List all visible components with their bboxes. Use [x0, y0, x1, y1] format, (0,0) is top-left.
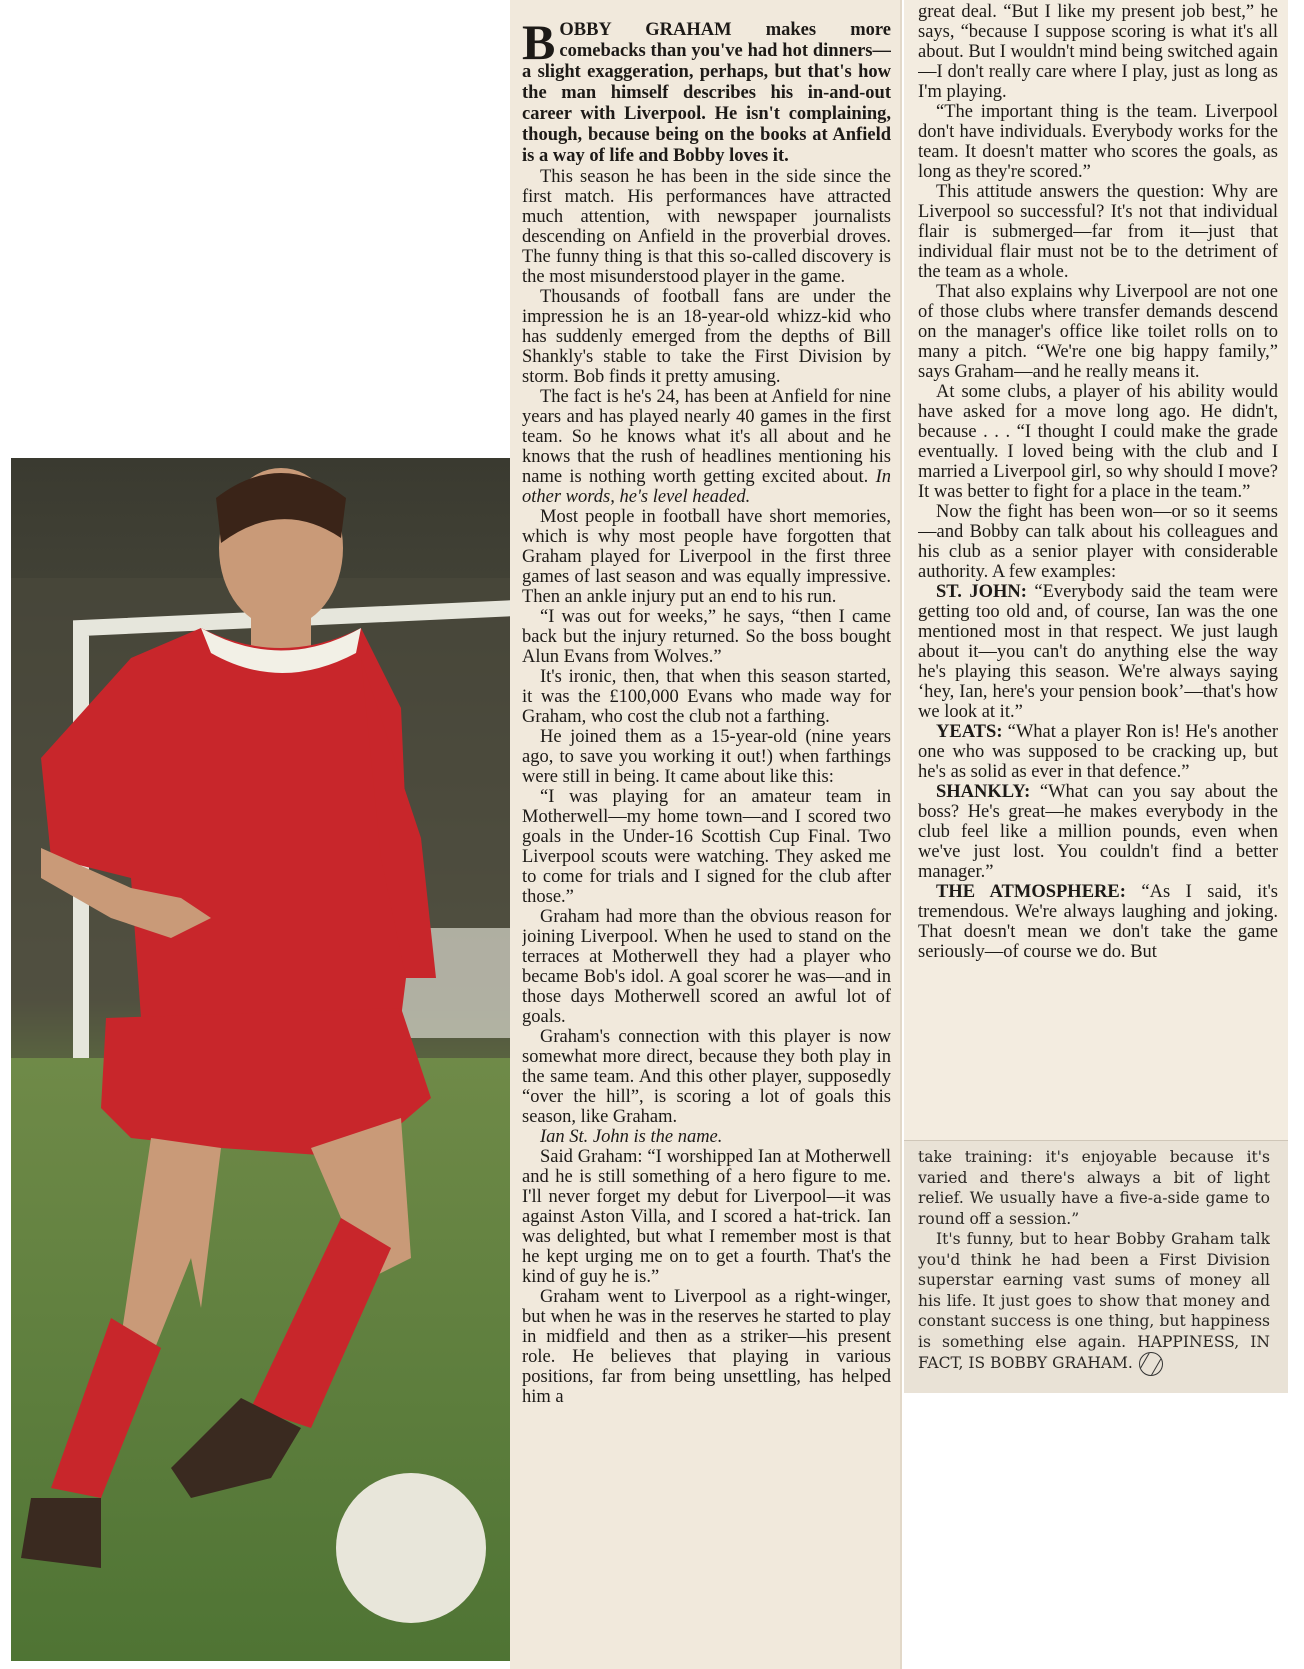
football-end-mark-icon: [1139, 1352, 1163, 1376]
paragraph: This season he has been in the side since the first match. His performances have attracted much attention, with newspaper journalists descending on Anfield in the proverbial droves. The funny thing is that this so-called discovery is the most misunderstood player in the game.: [522, 167, 891, 287]
section-label: YEATS:: [936, 722, 1003, 742]
paragraph: [918, 782, 1278, 882]
paragraph: take training: it's enjoyable because it's varied and there's always a bit of light relief. We usually have a five-a-side game to round off a session.”: [918, 1148, 1270, 1228]
drop-cap: B: [522, 20, 556, 70]
paragraph: great deal. “But I like my present job best,” he says, “because I suppose scoring is what it's all about. But I wouldn't mind being switched again—I don't really care where I play, just as long as I'm playing.: [918, 2, 1278, 102]
article-lead: [522, 20, 891, 167]
paragraph: [918, 582, 1278, 722]
paragraph: [918, 882, 1278, 962]
paragraph-text: It's funny, but to hear Bobby Graham talk you'd think he had been a First Division superstar earning vast sums of money all his life. It just goes to show that money and constant success is one thing, but happiness is something else again. HAPPINESS, IN FACT, IS BOBBY GRAHAM.: [918, 1230, 1270, 1372]
paragraph: “The important thing is the team. Liverpool don't have individuals. Everybody works for the team. It doesn't matter who scores the goals, as long as they're scored.”: [918, 102, 1278, 182]
lead-text: OBBY GRAHAM makes more comebacks than you've had hot dinners—a slight exaggeration, perhaps, but that's how the man himself describes his in-and-out career with Liverpool. He isn't complaining, though, because being on the books at Anfield is a way of life and Bobby loves it.: [522, 20, 891, 166]
paragraph: “I was out for weeks,” he says, “then I came back but the injury returned. So the boss bought Alun Evans from Wolves.”: [522, 607, 891, 667]
football: [336, 1473, 486, 1623]
paragraph: Now the fight has been won—or so it seems—and Bobby can talk about his colleagues and his club as a senior player with considerable authority. A few examples:: [918, 502, 1278, 582]
paragraph-text: The fact is he's 24, has been at Anfield for nine years and has played nearly 40 games in the first team. So he knows what it's all about and he knows that the rush of headlines mentioning his name is nothing worth getting excited about.: [522, 387, 891, 487]
paragraph: Graham went to Liverpool as a right-winger, but when he was in the reserves he started to play in midfield and then as a striker—his present role. He believes that playing in various positions, far from being unsettling, has helped him a: [522, 1287, 891, 1407]
paragraph-italic: In other words, he's level headed.: [522, 467, 891, 507]
paragraph: “I was playing for an amateur team in Motherwell—my home town—and I scored two goals in the Under-16 Scottish Cup Final. Two Liverpool scouts were watching. They asked me to come for trials and I signed for the club after those.”: [522, 787, 891, 907]
section-label: ST. JOHN:: [936, 582, 1027, 602]
paragraph: [522, 387, 891, 507]
paragraph: [918, 1229, 1270, 1376]
paragraph: Most people in football have short memories, which is why most people have forgotten that Graham played for Liverpool in the first three games of last season and was equally impressive. Then an ankle injury put an end to his run.: [522, 507, 891, 607]
article-column-2: [904, 0, 1288, 1140]
paragraph: Graham had more than the obvious reason for joining Liverpool. When he used to stand on the terraces at Motherwell they had a player who became Bob's idol. A goal scorer he was—and in those days Motherwell scored an awful lot of goals.: [522, 907, 891, 1027]
paragraph-text: “As I said, it's tremendous. We're always laughing and joking. That doesn't mean we don't take the game seriously—of course we do. But: [918, 882, 1278, 962]
paragraph: Graham's connection with this player is now somewhat more direct, because they both play in the same team. And this other player, supposedly “over the hill”, is scoring a lot of goals this season, like Graham.: [522, 1027, 891, 1127]
paragraph: This attitude answers the question: Why are Liverpool so successful? It's not that individual flair is submerged—far from it—just that individual flair must not be to the detriment of the team as a whole.: [918, 182, 1278, 282]
paragraph: That also explains why Liverpool are not one of those clubs where transfer demands descend on the manager's office like toilet rolls on to many a pitch. “We're one big happy family,” says Graham—and he really means it.: [918, 282, 1278, 382]
paragraph: [918, 722, 1278, 782]
paragraph: It's ironic, then, that when this season started, it was the £100,000 Evans who made way for Graham, who cost the club not a farthing.: [522, 667, 891, 727]
paragraph-text: “Everybody said the team were getting too old and, of course, Ian was the one mentioned most in that respect. We just laugh about it—you can't do anything else the way he's playing this season. We're always saying ‘hey, Ian, here's your pension book’—that's how we look at it.”: [918, 582, 1278, 722]
paragraph-text: “What can you say about the boss? He's great—he makes everybody in the club feel like a million pounds, even when we've just lost. You couldn't find a better manager.”: [918, 782, 1278, 882]
section-label: THE ATMOSPHERE:: [936, 882, 1126, 902]
player-photo: [11, 458, 516, 1661]
paragraph: Thousands of football fans are under the impression he is an 18-year-old whizz-kid who has suddenly emerged from the depths of Bill Shankly's stable to take the First Division by storm. Bob finds it pretty amusing.: [522, 287, 891, 387]
article-continuation-clipping: [904, 1140, 1288, 1393]
paragraph: Said Graham: “I worshipped Ian at Motherwell and he is still something of a hero figure to me. I'll never forget my debut for Liverpool—it was against Aston Villa, and I scored a hat-trick. Ian was delighted, but what I remember most is that he kept urging me on to get a fourth. That's the kind of guy he is.”: [522, 1147, 891, 1287]
paragraph: He joined them as a 15-year-old (nine years ago, to save you working it out!) when farthings were still in being. It came about like this:: [522, 727, 891, 787]
section-label: SHANKLY:: [936, 782, 1031, 802]
paragraph: At some clubs, a player of his ability would have asked for a move long ago. He didn't, because . . . “I thought I could make the grade eventually. I loved being with the club and I married a Liverpool girl, so why should I move? It was better to fight for a place in the team.”: [918, 382, 1278, 502]
article-column-1: [510, 0, 902, 1669]
paragraph-italic: Ian St. John is the name.: [540, 1127, 723, 1147]
paragraph: [522, 1127, 891, 1147]
footballer-illustration: [11, 458, 516, 1661]
paragraph-text: “What a player Ron is! He's another one who was supposed to be cracking up, but he's as solid as ever in that defence.”: [918, 722, 1278, 782]
